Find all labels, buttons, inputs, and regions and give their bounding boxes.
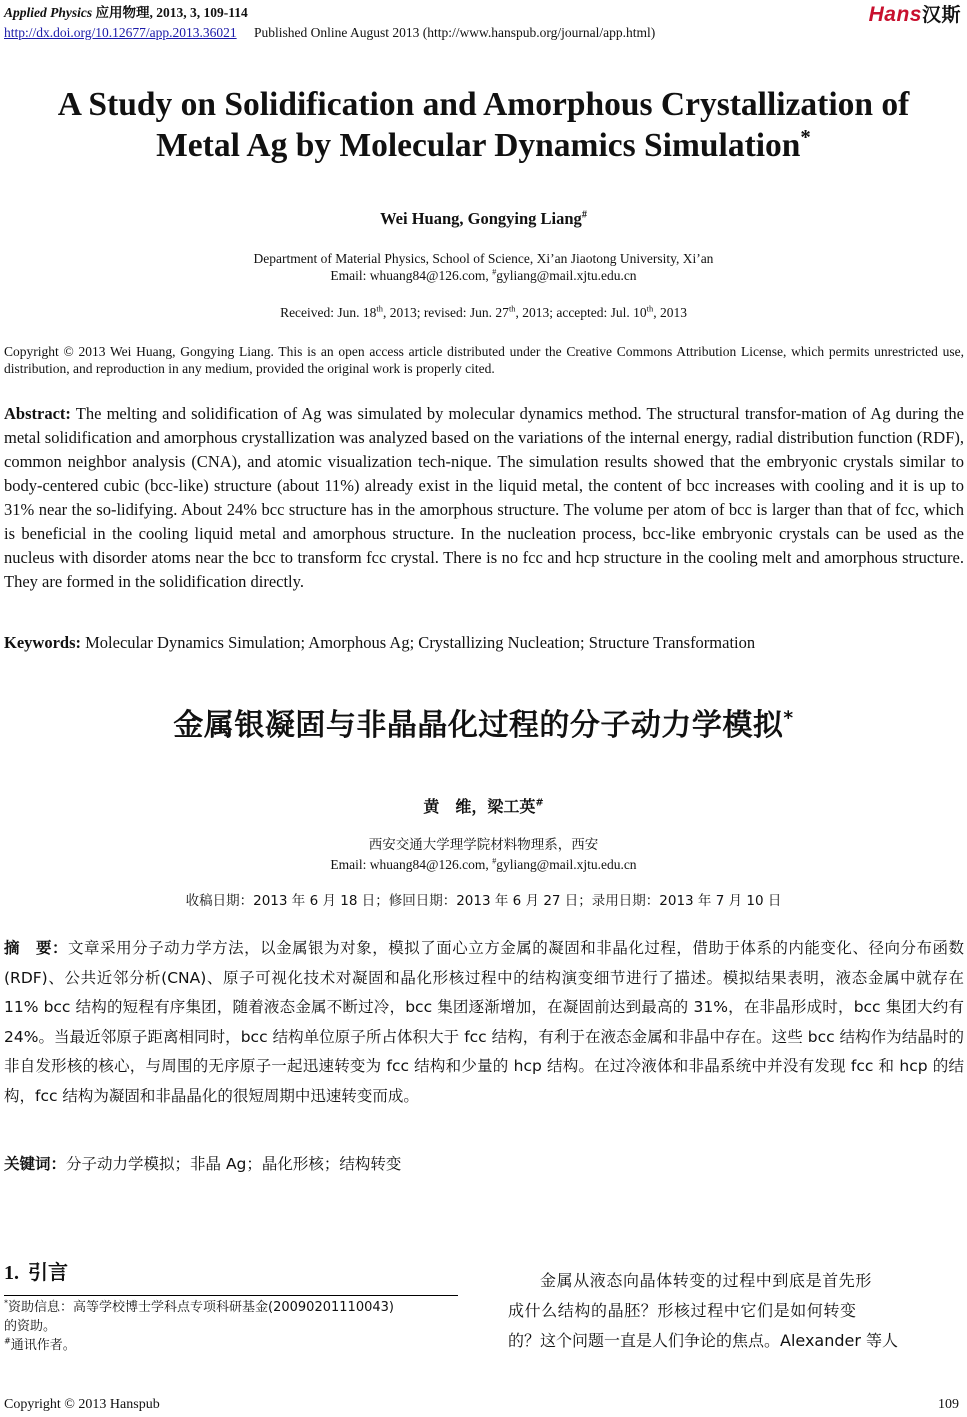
fund-mark: * [4,1298,9,1308]
logo-text-cn: 汉斯 [921,5,961,26]
email-cn-second: gyliang@mail.xjtu.edu.cn [496,857,637,872]
received-sup: th [376,304,383,314]
published-online: Published Online August 2013 (http://www.hanspub.org/journal/app.html) [254,25,656,40]
abstract-text: The melting and solidification of Ag was simulated by molecular dynamics method. The structural transfor-mation of Ag during the metal solidification and amorphous crystallization was analyzed based on the variations of the internal energy, radial distribution function (RDF), common neighbor analysis (CNA), and atomic visualization tech-nique. The simulation results showed that the embryonic crystals similar to body-centered cubic (bcc-like) structure (about 11%) already exist in the liquid metal, the content of bcc increases with cooling and it is up to 31% near the so-lidifying. About 24% bcc structure has in the amorphous structure. The volume per atom of bcc is larger than that of fcc, which is beneficial in the cooling liquid metal and amorphous structure. In the nucleation process, bcc-like embryonic crystals can be used as the nucleus with disorder atoms near the bcc to transform fcc crystal. There is no fcc and hcp structure in the cooling melt and amorphous structure. They are formed in the solidification directly. [4,404,965,591]
intro-body [508,1266,966,1356]
abstract-cn-label: 摘 要： [4,939,69,957]
revised-sup: th [508,304,516,314]
affiliation-text: Department of Material Physics, School of Science, Xi’an Jiaotong University, Xi’an [253,251,714,266]
abstract-label: Abstract: [4,404,71,423]
authors [0,209,967,229]
keywords-label: Keywords: [4,633,81,652]
journal-citation [4,4,248,21]
title-cn-mark: * [783,708,794,729]
corr-text: 通讯作者。 [10,1338,76,1353]
intro-line-2: 成什么结构的晶胚？形核过程中它们是如何转变 [508,1301,857,1320]
fund-text: 资助信息：高等学校博士学科点专项科研基金(20090201110043) [8,1300,394,1315]
title-footnote-mark: * [800,125,811,149]
copyright-notice: Copyright © 2013 Wei Huang, Gongying Liang. This is an open access article distributed under the Creative Commons Attribution License, which permits unrestricted use, distribution, and reproduction in any medium, provided the original work is properly cited. [4,344,964,376]
title-line-1: A Study on Solidification and Amorphous Crystallization of [57,86,910,123]
journal-name: Applied Physics [4,5,93,20]
accepted-sup: th [646,304,654,314]
accepted-year: , 2013 [653,305,687,320]
title-line-2: Metal Ag by Molecular Dynamics Simulation [156,127,801,164]
keywords-en [4,631,964,655]
section-title: 引言 [28,1260,68,1284]
keywords-cn-text: 分子动力学模拟；非晶 Ag；晶化形核；结构转变 [66,1155,402,1173]
dates-cn: 收稿日期：2013 年 6 月 18 日；修回日期：2013 年 6 月 27 日；录用日期：2013 年 7 月 10 日 [185,893,782,909]
logo-text: Hans [868,3,922,26]
email-cn-mark: # [492,856,497,866]
journal-name-cn: 应用物理 [95,5,150,20]
section-number: 1. [4,1262,19,1284]
doi-link[interactable]: http://dx.doi.org/10.12677/app.2013.36021 [4,25,237,40]
author-mark-cn: # [535,797,544,809]
paper-title-cn [0,700,967,744]
paper-title [0,84,967,166]
footer-copyright: Copyright © 2013 Hanspub [4,1397,160,1412]
email-mark: # [492,267,497,277]
received-date: Received: Jun. 18 [280,305,377,320]
keywords-text: Molecular Dynamics Simulation; Amorphous Ag; Crystallizing Nucleation; Structure Transformation [85,633,756,652]
email-second: gyliang@mail.xjtu.edu.cn [496,268,637,283]
abstract-cn [4,934,964,1111]
abstract-cn-text: 文章采用分子动力学方法，以金属银为对象，模拟了面心立方金属的凝固和非晶化过程，借助于体系的内能变化、径向分布函数(RDF)、公共近邻分析(CNA)、原子可视化技术对凝固和晶化形核过程中的结构演变细节进行了描述。模拟结果表明，液态金属中就存在 11% bcc 结构的短程有序集团，随着液态金属不断过冷，bcc 集团逐渐增加，在凝固前达到最高的 31%，在非晶形成时，bcc 集团大约有 24%。当最近邻原子距离相同时，bcc 结构单位原子所占体积大于 fcc 结构，有利于在液态金属和非晶中存在。这些 bcc 结构作为结晶时的非自发形核的核心，与周围的无序原子一起迅速转变为 fcc 结构和少量的 hcp 结构。在过冷液体和非晶系统中并没有发现 fcc 和 hcp 的结构，fcc 结构为凝固和非晶晶化的很短周期中迅速转变而成。 [4,939,964,1105]
author-mark: # [581,209,587,221]
footnotes [4,1298,464,1355]
authors-cn [0,794,967,817]
email-cn-text: Email: whuang84@126.com, [330,857,493,872]
intro-line-3: 的？这个问题一直是人们争论的焦点。Alexander 等人 [508,1331,899,1350]
received-dates [0,304,967,321]
affiliation-cn [0,836,967,874]
email-text: Email: whuang84@126.com, [330,268,493,283]
keywords-cn-label: 关键词： [4,1155,67,1173]
affiliation [0,250,967,284]
fund-text-cont: 的资助。 [4,1319,57,1334]
publisher-logo [869,0,961,27]
abstract-en [4,402,964,594]
intro-line-1: 金属从液态向晶体转变的过程中到底是首先形 [540,1271,873,1290]
affiliation-cn-text: 西安交通大学理学院材料物理系，西安 [368,837,599,853]
keywords-cn [4,1150,964,1180]
revised-date: , 2013; revised: Jun. 27 [382,305,509,320]
author-names-cn: 黄 维，梁工英 [423,797,536,816]
journal-volume: , 2013, 3, 109-114 [149,5,248,20]
page-number: 109 [938,1397,959,1412]
author-names: Wei Huang, Gongying Liang [380,209,582,228]
accepted-date: , 2013; accepted: Jul. 10 [515,305,647,320]
footnote-rule [4,1295,458,1296]
title-cn-text: 金属银凝固与非晶晶化过程的分子动力学模拟 [173,708,784,743]
corr-mark: # [4,1336,11,1346]
section-heading [4,1256,68,1285]
